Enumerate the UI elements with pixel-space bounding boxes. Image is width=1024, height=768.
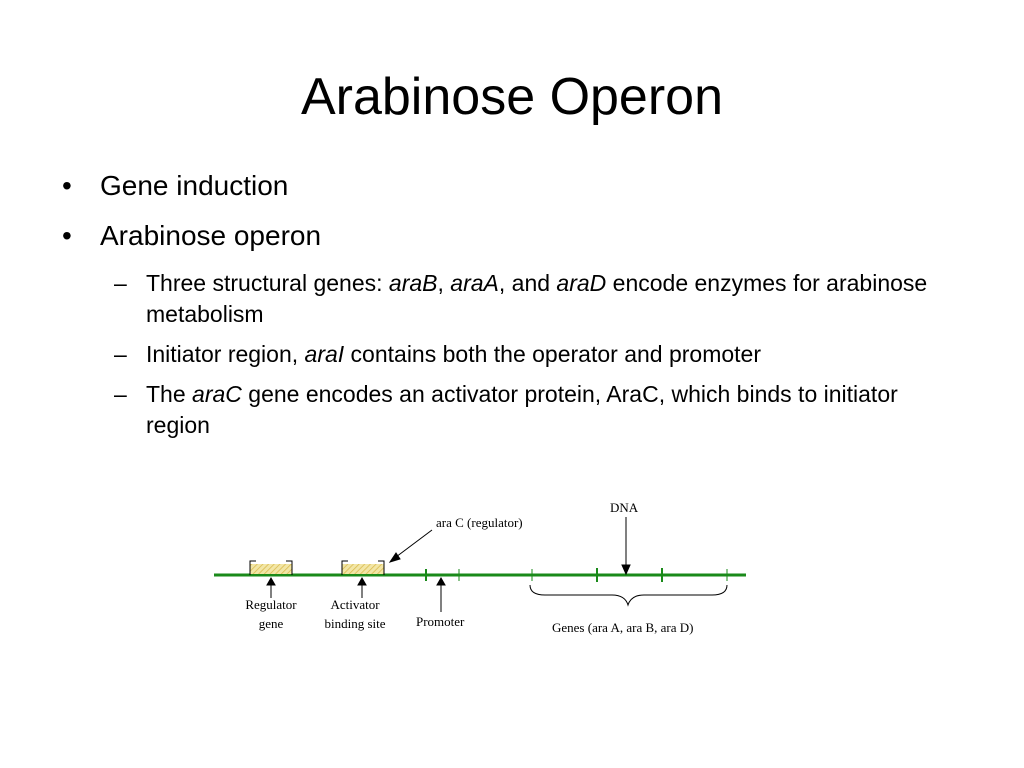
activator-site-label-line1: Activator	[330, 597, 380, 612]
promoter-label: Promoter	[416, 614, 465, 629]
bullet-gene-induction	[62, 168, 962, 204]
bullet-marker: •	[62, 170, 72, 201]
sub-bullet-initiator-region	[62, 339, 962, 370]
operon-diagram	[200, 485, 760, 645]
gene-name: araD	[556, 270, 607, 296]
arac-regulator-label: ara C (regulator)	[436, 515, 523, 530]
gene-name: araA	[450, 270, 499, 296]
activator-arrow-head	[358, 578, 366, 585]
regulator-gene-box	[250, 561, 292, 575]
bullet-marker: •	[62, 220, 72, 251]
gene-name: araI	[304, 341, 345, 367]
regulator-gene-label-line1: Regulator	[245, 597, 297, 612]
bullet-text: Arabinose operon	[100, 220, 322, 251]
regulator-gene-label-line2: gene	[258, 616, 284, 631]
text-run: ,	[437, 270, 451, 296]
activator-site-box	[342, 561, 384, 575]
dna-arrow-head	[622, 565, 630, 574]
operon-diagram-svg	[200, 485, 760, 645]
dash-marker: –	[114, 341, 127, 367]
regulator-arrow-head	[267, 578, 275, 585]
promoter-arrow-head	[437, 578, 445, 585]
text-run: encode enzymes for arabinose metabolism	[146, 270, 928, 327]
arac-arrow-head	[390, 553, 400, 562]
gene-name: araC	[192, 381, 242, 407]
text-run: contains both the operator and promoter	[344, 341, 761, 367]
text-run: gene encodes an activator protein, AraC, which binds to initiator region	[146, 381, 898, 438]
gene-name: araB	[388, 270, 438, 296]
arac-arrow	[396, 530, 432, 557]
text-run: The	[146, 381, 193, 407]
text-run: Three structural genes:	[146, 270, 389, 296]
slide-title: Arabinose Operon	[300, 68, 724, 126]
bullet-arabinose-operon	[62, 218, 962, 254]
dash-marker: –	[114, 381, 127, 407]
dna-label: DNA	[610, 500, 639, 515]
text-run: Initiator region,	[146, 341, 305, 367]
text-run: , and	[498, 270, 557, 296]
sub-bullet-arac-gene	[62, 379, 962, 441]
sub-bullet-structural-genes	[62, 268, 962, 330]
activator-site-label-line2: binding site	[324, 616, 386, 631]
bullet-list	[62, 168, 962, 450]
dash-marker: –	[114, 270, 127, 296]
bullet-text: Gene induction	[100, 170, 289, 201]
genes-brace	[530, 585, 727, 605]
genes-label: Genes (ara A, ara B, ara D)	[552, 620, 694, 635]
